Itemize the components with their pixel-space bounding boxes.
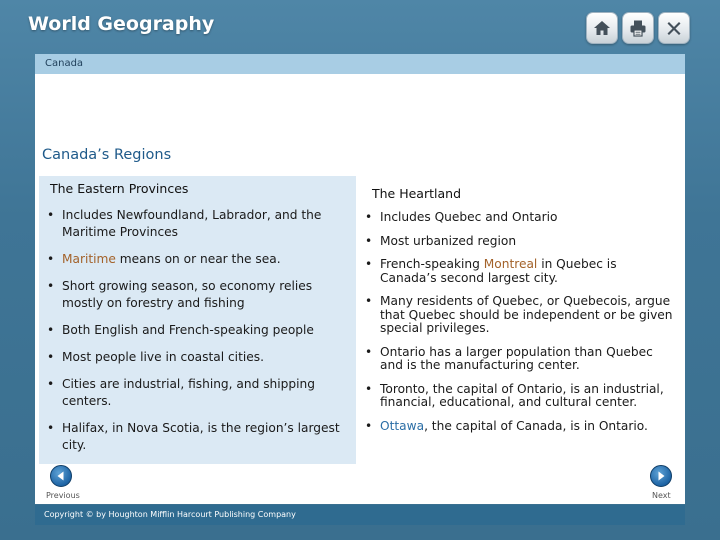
app-title: World Geography [28,13,215,35]
previous-label[interactable]: Previous [46,491,80,500]
previous-button[interactable] [50,465,72,487]
arrow-left-icon [55,470,67,482]
highlighted-term: Montreal [483,257,538,271]
list-item: • Most people live in coastal cities. [39,349,356,366]
close-icon [664,18,684,38]
next-label[interactable]: Next [652,491,671,500]
list-item: • Many residents of Quebec, or Quebecois, argue that Quebec should be independent or be given special privileges. [357,295,677,336]
list-item: • Toronto, the capital of Ontario, is an industrial, financial, educational, and cultural center. [357,383,677,410]
list-item: • Both English and French-speaking people [39,322,356,339]
slide-content [35,54,685,519]
highlighted-term: Ottawa [380,418,425,433]
bullet-list [39,207,356,454]
home-button[interactable] [586,12,618,44]
next-button[interactable] [650,465,672,487]
list-item: • Cities are industrial, fishing, and shipping centers. [39,376,356,410]
bullet-list [357,211,677,433]
slide-title: Canada’s Regions [42,147,172,163]
home-icon [592,18,612,38]
copyright-text: Copyright © by Houghton Mifflin Harcourt Publishing Company [44,510,296,519]
list-item: • Ottawa, the capital of Canada, is in Ontario. [357,420,677,434]
list-item: • Includes Newfoundland, Labrador, and the Maritime Provinces [39,207,356,241]
list-item: • Maritime means on or near the sea. [39,251,356,268]
list-item: • Halifax, in Nova Scotia, is the region’s largest city. [39,420,356,454]
list-item: • Includes Quebec and Ontario [357,211,677,225]
heartland-panel [370,176,682,464]
eastern-provinces-panel [39,176,356,464]
highlighted-term: Maritime [62,252,116,266]
list-item: • Short growing season, so economy relies mostly on forestry and fishing [39,278,356,312]
list-item: • Most urbanized region [357,235,677,249]
column-heading: The Eastern Provinces [50,181,189,196]
list-item: • Ontario has a larger population than Quebec and is the manufacturing center. [357,346,677,373]
section-bar [35,54,685,74]
column-heading: The Heartland [372,186,462,201]
footer-bar [35,505,685,525]
print-button[interactable] [622,12,654,44]
list-item: • French-speaking Montreal in Quebec is Canada’s second largest city. [357,258,677,285]
toolbar [586,12,690,44]
close-button[interactable] [658,12,690,44]
arrow-right-icon [655,470,667,482]
printer-icon [628,18,648,38]
section-label: Canada [45,58,84,69]
